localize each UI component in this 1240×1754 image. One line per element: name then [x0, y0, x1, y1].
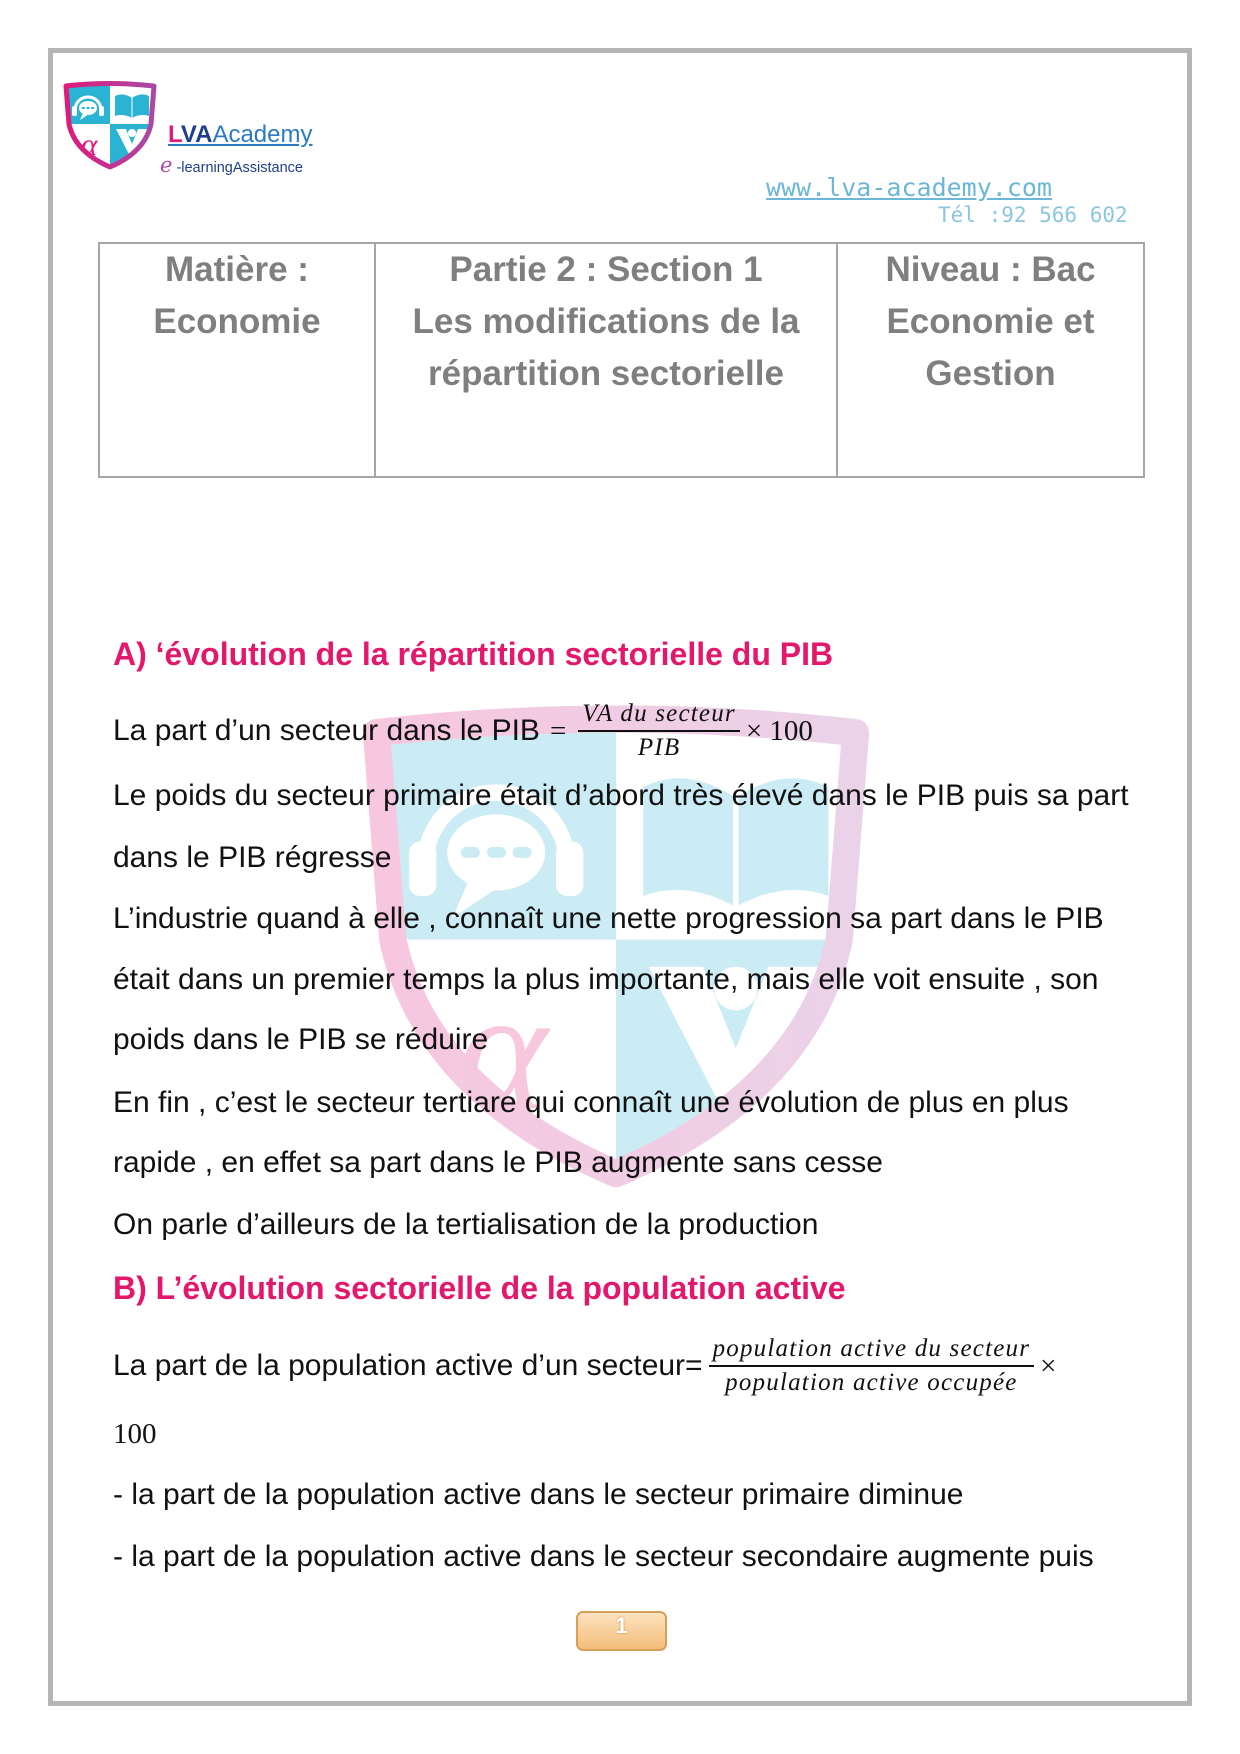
- brand-va: VA: [180, 121, 213, 148]
- tagline-e: e: [160, 153, 173, 177]
- section-a-line: En fin , c’est le secteur tertiare qui connaît une évolution de plus en plus: [113, 1086, 1069, 1119]
- formula-a-lhs: La part d’un secteur dans le PIB: [113, 714, 540, 747]
- level-cell: [838, 244, 1143, 476]
- brand-tagline: [160, 153, 303, 179]
- section-a-line: On parle d’ailleurs de la tertialisation de la production: [113, 1208, 819, 1241]
- section-a-line: rapide , en effet sa part dans le PIB augmente sans cesse: [113, 1146, 883, 1179]
- section-a-line: Le poids du secteur primaire était d’abord très élevé dans le PIB puis sa part: [113, 779, 1129, 812]
- section-b-line: - la part de la population active dans le secteur secondaire augmente puis: [113, 1540, 1094, 1573]
- tagline-rest: -learningAssistance: [176, 160, 303, 176]
- formula-b-lhs: La part de la population active d’un secteur=: [113, 1349, 703, 1382]
- formula-a-rhs: × 100: [745, 714, 813, 747]
- formula-b-times: ×: [1040, 1349, 1057, 1382]
- brand-name: [168, 121, 313, 149]
- formula-a-numerator: VA du secteur: [582, 700, 736, 727]
- section-a-heading: A) ‘évolution de la répartition sectorielle du PIB: [113, 636, 834, 672]
- brand-academy: Academy: [212, 121, 313, 148]
- section-a-line: L’industrie quand à elle , connaît une nette progression sa part dans le PIB: [113, 902, 1104, 935]
- section-a-line: était dans un premier temps la plus importante, mais elle voit ensuite , son: [113, 963, 1099, 996]
- section-a-line: poids dans le PIB se réduire: [113, 1023, 489, 1056]
- section-b-heading: B) L’évolution sectorielle de la population active: [113, 1270, 846, 1306]
- brand-l: L: [168, 121, 181, 148]
- part-title-line-1: Les modifications de la: [412, 302, 800, 341]
- subject-cell: [100, 244, 376, 476]
- info-table: [98, 242, 1145, 478]
- part-label: Partie 2 : Section 1: [449, 250, 763, 289]
- subject-label: Matière :: [165, 250, 309, 289]
- website-link[interactable]: www.lva-academy.com: [766, 173, 1052, 202]
- level-value-line-2: Gestion: [925, 354, 1056, 393]
- section-a-formula: [113, 698, 813, 764]
- section-b-formula: [113, 1333, 1057, 1399]
- formula-a-equals: =: [549, 714, 567, 747]
- section-b-line: - la part de la population active dans le secteur primaire diminue: [113, 1478, 964, 1511]
- level-label: Niveau : Bac: [885, 250, 1096, 289]
- level-value-line-1: Economie et: [886, 302, 1095, 341]
- part-title-line-2: répartition sectorielle: [428, 354, 784, 393]
- formula-b-fraction: [709, 1333, 1035, 1399]
- subject-value: Economie: [153, 302, 321, 341]
- formula-b-denominator: population active occupée: [725, 1369, 1018, 1396]
- page-number-badge: 1: [576, 1611, 667, 1651]
- formula-a-denominator: PIB: [637, 734, 681, 761]
- formula-b-factor: 100: [113, 1418, 157, 1450]
- formula-a-fraction: [578, 698, 740, 764]
- part-cell: [376, 244, 838, 476]
- phone-number: Tél :92 566 602: [938, 203, 1128, 227]
- formula-b-numerator: population active du secteur: [712, 1335, 1031, 1362]
- shield-logo-icon: [57, 80, 163, 170]
- section-a-line: dans le PIB régresse: [113, 841, 392, 874]
